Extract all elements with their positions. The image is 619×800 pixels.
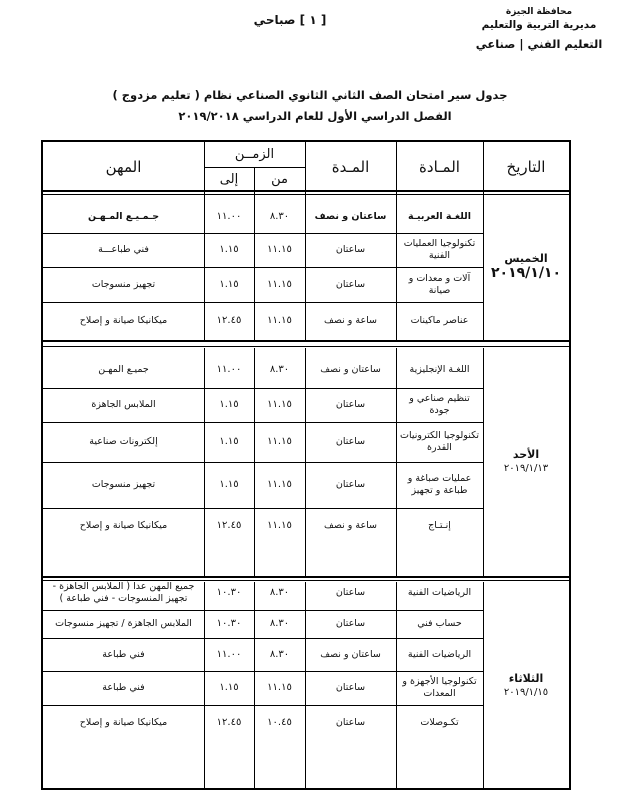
subject-cell: تنظيم صناعي و جودة <box>409 393 470 416</box>
subject-cell: تكنولوجيا الكترونيات القدرة <box>400 430 479 453</box>
professions-cell: ميكانيكا صيانة و إصلاح <box>79 315 168 326</box>
col-divider <box>483 192 484 340</box>
duration-cell: ساعة و نصف <box>324 315 377 326</box>
duration-cell: ساعتان و نصف <box>320 364 381 375</box>
header-professions: المهن <box>105 158 142 176</box>
date-cell <box>483 582 569 790</box>
time-to-cell: ١٢.٤٥ <box>216 315 242 326</box>
time-to-cell: ١١.٠٠ <box>216 210 242 222</box>
exam-schedule-table <box>41 140 571 790</box>
day-separator-double <box>43 346 569 347</box>
duration-cell: ساعتان <box>335 278 366 290</box>
header-subject: المـادة <box>419 158 460 176</box>
header-duration: المـدة <box>331 158 370 176</box>
duration-cell: ساعتان <box>335 399 366 410</box>
col-divider <box>254 582 255 790</box>
time-to-cell: ١١.٠٠ <box>216 648 242 660</box>
issuer-header <box>469 6 609 51</box>
row-divider <box>43 638 483 639</box>
time-from-cell: ١١.١٥ <box>267 519 292 531</box>
col-divider <box>483 582 484 790</box>
time-from-cell: ١١.١٥ <box>267 436 292 447</box>
header-col-divider <box>254 167 255 192</box>
col-divider <box>305 192 306 340</box>
professions-cell: ميكانيكا صيانة و إصلاح <box>79 716 168 728</box>
day-name: الخميس <box>504 252 548 265</box>
governorate-label: محافظة الجيزة <box>505 7 573 17</box>
professions-cell: جميع المهن عدا ( الملابس الجاهزة - تجهيز المنسوجات - فني طباعة ) <box>52 581 195 604</box>
subject-cell: عناصر ماكينات <box>410 315 469 326</box>
professions-cell: تجهيز منسوجات <box>91 479 156 490</box>
professions-cell: جـمـيـع المـهـن <box>87 210 160 222</box>
col-divider <box>396 582 397 790</box>
time-from-cell: ٨.٣٠ <box>269 587 290 598</box>
time-from-cell: ١٠.٤٥ <box>267 716 292 728</box>
time-from-cell: ١١.١٥ <box>267 479 292 490</box>
professions-cell: تجهيز منسوجات <box>91 278 156 290</box>
time-from-cell: ١١.١٥ <box>267 244 292 255</box>
document-title-text: جدول سير امتحان الصف الثاني الثانوي الصناعي نظام ( تعليم مزدوج ) <box>112 88 508 102</box>
day-date: ٢٠١٩/١/١٠ <box>490 265 562 281</box>
time-from-cell: ٨.٣٠ <box>269 618 290 629</box>
time-to-cell: ١١.٠٠ <box>216 364 242 375</box>
time-to-cell: ١٢.٤٥ <box>216 716 242 728</box>
professions-cell: جميـع المهـن <box>98 364 149 375</box>
time-to-cell: ١.١٥ <box>219 278 239 290</box>
time-to-cell: ١٢.٤٥ <box>216 519 242 531</box>
day-date: ٢٠١٩/١/١٣ <box>503 463 549 474</box>
col-divider <box>305 348 306 576</box>
time-to-cell: ١٠.٣٠ <box>216 618 242 629</box>
duration-cell: ساعتان <box>335 682 366 693</box>
col-divider <box>204 582 205 790</box>
professions-cell: ميكانيكا صيانة و إصلاح <box>79 519 168 531</box>
header-col-divider <box>396 142 397 192</box>
time-from-cell: ٨.٣٠ <box>269 648 290 660</box>
professions-cell: الملابس الجاهزة <box>91 399 156 410</box>
department-label: التعليم الفني | صناعي <box>475 37 603 51</box>
row-divider <box>43 422 483 423</box>
duration-cell: ساعتان و نصف <box>320 648 381 660</box>
duration-cell: ساعتان <box>335 618 366 629</box>
row-divider <box>43 610 483 611</box>
professions-cell: إلكترونات صناعية <box>89 436 158 447</box>
duration-cell: ساعتان و نصف <box>314 210 387 222</box>
col-divider <box>254 348 255 576</box>
col-divider <box>305 582 306 790</box>
header-from: من <box>271 171 288 187</box>
professions-cell: فني طباعة <box>102 648 145 660</box>
col-divider <box>483 348 484 576</box>
header-col-divider <box>483 142 484 192</box>
shift-label: [ ١ ] صباحي <box>253 13 327 27</box>
date-cell <box>483 192 569 340</box>
day-separator <box>43 340 569 342</box>
document-subtitle-text: الفصل الدراسي الأول للعام الدراسي ٢٠١٩/٢٠١٨ <box>178 109 452 123</box>
day-date: ٢٠١٩/١/١٥ <box>503 687 549 698</box>
header-date: التاريخ <box>506 158 546 176</box>
subject-cell: اللغـة الإنجليزية <box>409 364 470 375</box>
duration-cell: ساعتان <box>335 587 366 598</box>
subject-cell: حساب فني <box>417 618 462 629</box>
col-divider <box>204 192 205 340</box>
duration-cell: ساعتان <box>335 436 366 447</box>
duration-cell: ساعتان <box>335 479 366 490</box>
time-from-cell: ١١.١٥ <box>267 682 292 693</box>
document-title <box>40 88 580 102</box>
subject-cell: تكنولوجيا الأجهزة و المعدات <box>402 676 477 699</box>
header-to: إلى <box>219 171 239 187</box>
col-divider <box>254 192 255 340</box>
time-to-cell: ١.١٥ <box>219 479 239 490</box>
directorate-label: مديرية التربية والتعليم <box>481 19 597 31</box>
date-cell <box>483 348 569 576</box>
row-divider <box>43 508 483 509</box>
duration-cell: ساعتان <box>335 716 366 728</box>
time-from-cell: ١١.١٥ <box>267 399 292 410</box>
subject-cell: آلات و معدات و صيانة <box>408 272 471 296</box>
time-to-cell: ١.١٥ <box>219 682 239 693</box>
professions-cell: فني طباعة <box>102 682 145 693</box>
day-name: الثلاثاء <box>508 672 544 685</box>
col-divider <box>396 192 397 340</box>
document-subtitle <box>140 109 490 123</box>
professions-cell: فني طباعـــة <box>98 244 149 255</box>
time-to-cell: ١.١٥ <box>219 399 239 410</box>
time-from-cell: ٨.٣٠ <box>269 364 290 375</box>
subject-cell: الرياضيات الفنية <box>407 587 472 598</box>
header-col-divider <box>204 142 205 192</box>
row-divider <box>43 671 483 672</box>
duration-cell: ساعة و نصف <box>324 519 377 531</box>
subject-cell: تكـوصلات <box>420 716 459 728</box>
time-from-cell: ٨.٣٠ <box>269 210 290 222</box>
day-name: الأحد <box>512 448 540 461</box>
subject-cell: إنـتـاج <box>428 519 451 531</box>
row-divider <box>43 462 483 463</box>
row-divider <box>43 705 483 706</box>
professions-cell: الملابس الجاهزة / تجهيز منسوجات <box>55 618 192 629</box>
col-divider <box>396 348 397 576</box>
row-divider <box>43 302 483 303</box>
time-to-cell: ١٠.٣٠ <box>216 587 242 598</box>
col-divider <box>204 348 205 576</box>
time-from-cell: ١١.١٥ <box>267 278 292 290</box>
duration-cell: ساعتان <box>335 244 366 255</box>
row-divider <box>43 267 483 268</box>
row-divider <box>43 233 483 234</box>
time-from-cell: ١١.١٥ <box>267 315 292 326</box>
header-time: الزمــن <box>234 146 275 162</box>
subject-cell: تكنولوجيا العمليات الفنية <box>403 238 476 261</box>
row-divider <box>43 388 483 389</box>
subject-cell: عمليات صباغة و طباعة و تجهيز <box>407 473 472 496</box>
time-to-cell: ١.١٥ <box>219 436 239 447</box>
header-col-divider <box>305 142 306 192</box>
subject-cell: الرياضيات الفنية <box>407 648 472 660</box>
time-to-cell: ١.١٥ <box>219 244 239 255</box>
subject-cell: اللغـة العربيـة <box>408 210 471 222</box>
